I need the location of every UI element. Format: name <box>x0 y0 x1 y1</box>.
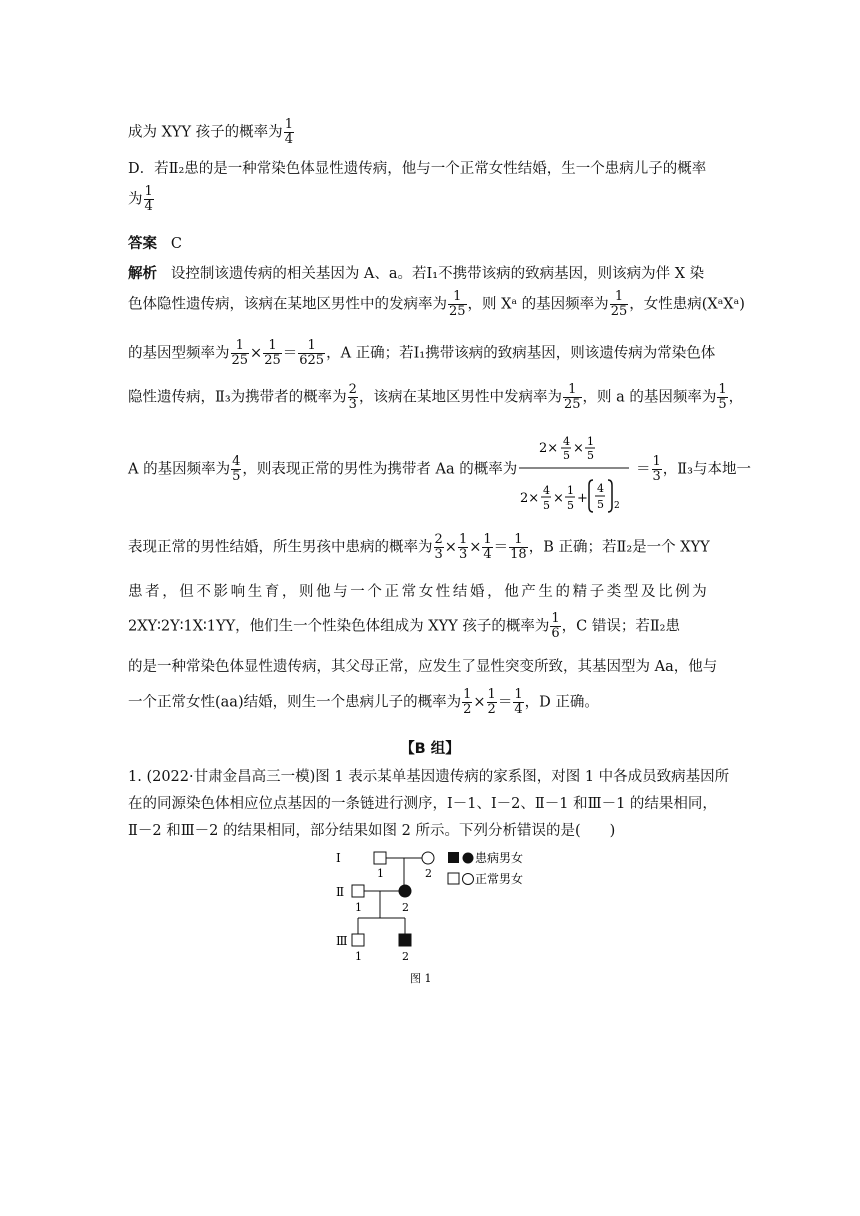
analysis-line-2: 色体隐性遗传病，该病在某地区男性中的发病率为 $\frac{1}{25}$ ，则 Xᵃ 的基因频率为 $\frac{1}{25}$ ，女性患病(XᵃXᵃ) <box>128 289 745 319</box>
normal-female-symbol <box>422 852 434 864</box>
analysis-line-10: 一个正常女性(aa)结婚，则生一个患病儿子的概率为 $\frac{1}{2}$ × $\frac{1}{2}$ ＝ $\frac{1}{4}$ ，D 正确。 <box>128 687 599 717</box>
formula-graphic <box>517 432 632 524</box>
generation-label: Ⅰ <box>336 851 341 865</box>
svg-text:1: 1 <box>377 867 384 880</box>
question-line-2: 在的同源染色体相应位点基因的一条链进行测序，Ⅰ－1、Ⅰ－2、Ⅱ－1 和Ⅲ－1 的结果相同， <box>128 796 717 812</box>
analysis-label: 解析 <box>128 266 157 282</box>
svg-text:1: 1 <box>355 901 362 914</box>
generation-label: Ⅱ <box>336 885 345 899</box>
text-line-1: 成为 XYY 孩子的概率为 $\frac{1}{4}$ <box>128 117 293 147</box>
analysis-line-6: 表现正常的男性结婚，所生男孩中患病的概率为 $\frac{2}{3}$ × $\frac{1}{3}$ × $\frac{1}{4}$ ＝ $\frac{1}{18}$ ，B 正确；若Ⅱ₂是一个 XYY <box>128 532 710 562</box>
carrier-probability-formula <box>517 432 632 528</box>
svg-text:2×: 2× <box>520 491 540 506</box>
legend-normal-female-symbol <box>463 874 474 885</box>
svg-text:2: 2 <box>614 501 620 511</box>
fraction: $\frac{1}{4}$ <box>144 184 153 214</box>
option-d-cont: 为 $\frac{1}{4}$ <box>128 184 153 214</box>
svg-text:4: 4 <box>563 435 570 448</box>
svg-text:正常男女: 正常男女 <box>475 872 524 886</box>
svg-text:2: 2 <box>402 950 409 963</box>
answer-label: 答案 <box>128 236 157 252</box>
svg-text:2: 2 <box>402 901 409 914</box>
svg-text:2: 2 <box>425 867 432 880</box>
analysis-line-8: 2XY∶2Y∶1X∶1YY，他们生一个性染色体组成为 XYY 孩子的概率为 $\frac{1}{6}$ ，C 错误；若Ⅱ₂患 <box>128 611 680 641</box>
pedigree-chart <box>330 848 550 988</box>
svg-text:4: 4 <box>543 484 550 497</box>
answer <box>128 232 182 253</box>
svg-text:患病男女: 患病男女 <box>475 851 524 865</box>
question-line-3: Ⅱ－2 和Ⅲ－2 的结果相同，部分结果如图 2 所示。下列分析错误的是( ) <box>128 823 616 839</box>
svg-text:1: 1 <box>355 950 362 963</box>
svg-text:1: 1 <box>567 484 574 497</box>
legend-affected-female-symbol <box>463 853 474 864</box>
svg-text:5: 5 <box>543 499 550 512</box>
analysis-line-9: 的是一种常染色体显性遗传病，其父母正常，应发生了显性突变所致，其基因型为 Aa，他与 <box>128 659 718 675</box>
svg-text:1: 1 <box>587 435 594 448</box>
analysis-line-4: 隐性遗传病，Ⅱ₃为携带者的概率为 $\frac{2}{3}$ ，该病在某地区男性中发病率为 $\frac{1}{25}$ ，则 a 的基因频率为 $\frac{1}{5}$ ， <box>128 382 744 412</box>
affected-male-symbol <box>399 934 411 946</box>
question-line-1: 1. (2022·甘肃金昌高三一模)图 1 表示某单基因遗传病的家系图，对图 1 中各成员致病基因所 <box>128 769 730 785</box>
normal-male-symbol <box>352 885 364 897</box>
analysis-line-7: 患者，但不影响生育，则他与一个正常女性结婚，他产生的精子类型及比例为 <box>128 584 710 600</box>
svg-text:×: × <box>573 441 584 456</box>
svg-text:5: 5 <box>563 449 570 462</box>
legend-normal-male-symbol <box>448 873 459 884</box>
figure-caption: 图 1 <box>410 972 432 985</box>
svg-text:×: × <box>553 491 564 506</box>
fraction: $\frac{1}{4}$ <box>284 117 293 147</box>
svg-text:5: 5 <box>567 499 574 512</box>
legend-affected-male-symbol <box>448 852 459 863</box>
svg-text:5: 5 <box>597 498 604 511</box>
svg-text:5: 5 <box>587 449 594 462</box>
svg-text:+: + <box>577 491 588 506</box>
analysis-line-5-tail: ＝ $\frac{1}{3}$ ，Ⅱ₃与本地一 <box>636 454 751 484</box>
answer-value: C <box>170 236 182 252</box>
normal-male-symbol <box>374 852 386 864</box>
svg-text:4: 4 <box>597 482 604 495</box>
analysis-line-3: 的基因型频率为 $\frac{1}{25}$ × $\frac{1}{25}$ ＝ $\frac{1}{625}$ ，A 正确；若Ⅰ₁携带该病的致病基因，则该遗传病为常染色体 <box>128 338 716 368</box>
generation-label: Ⅲ <box>336 934 348 948</box>
analysis-line-5: A 的基因频率为 $\frac{4}{5}$ ，则表现正常的男性为携带者 Aa 的概率为 <box>128 454 518 484</box>
affected-female-symbol <box>399 885 411 897</box>
option-d: D．若Ⅱ₂患的是一种常染色体显性遗传病，他与一个正常女性结婚，生一个患病儿子的概率 <box>128 161 707 177</box>
normal-male-symbol <box>352 934 364 946</box>
section-heading: 【B 组】 <box>400 741 460 757</box>
analysis-line-1: 解析 设控制该遗传病的相关基因为 A、a。若Ⅰ₁不携带该病的致病基因，则该病为伴 X 染 <box>128 266 705 282</box>
svg-text:2×: 2× <box>539 441 559 456</box>
